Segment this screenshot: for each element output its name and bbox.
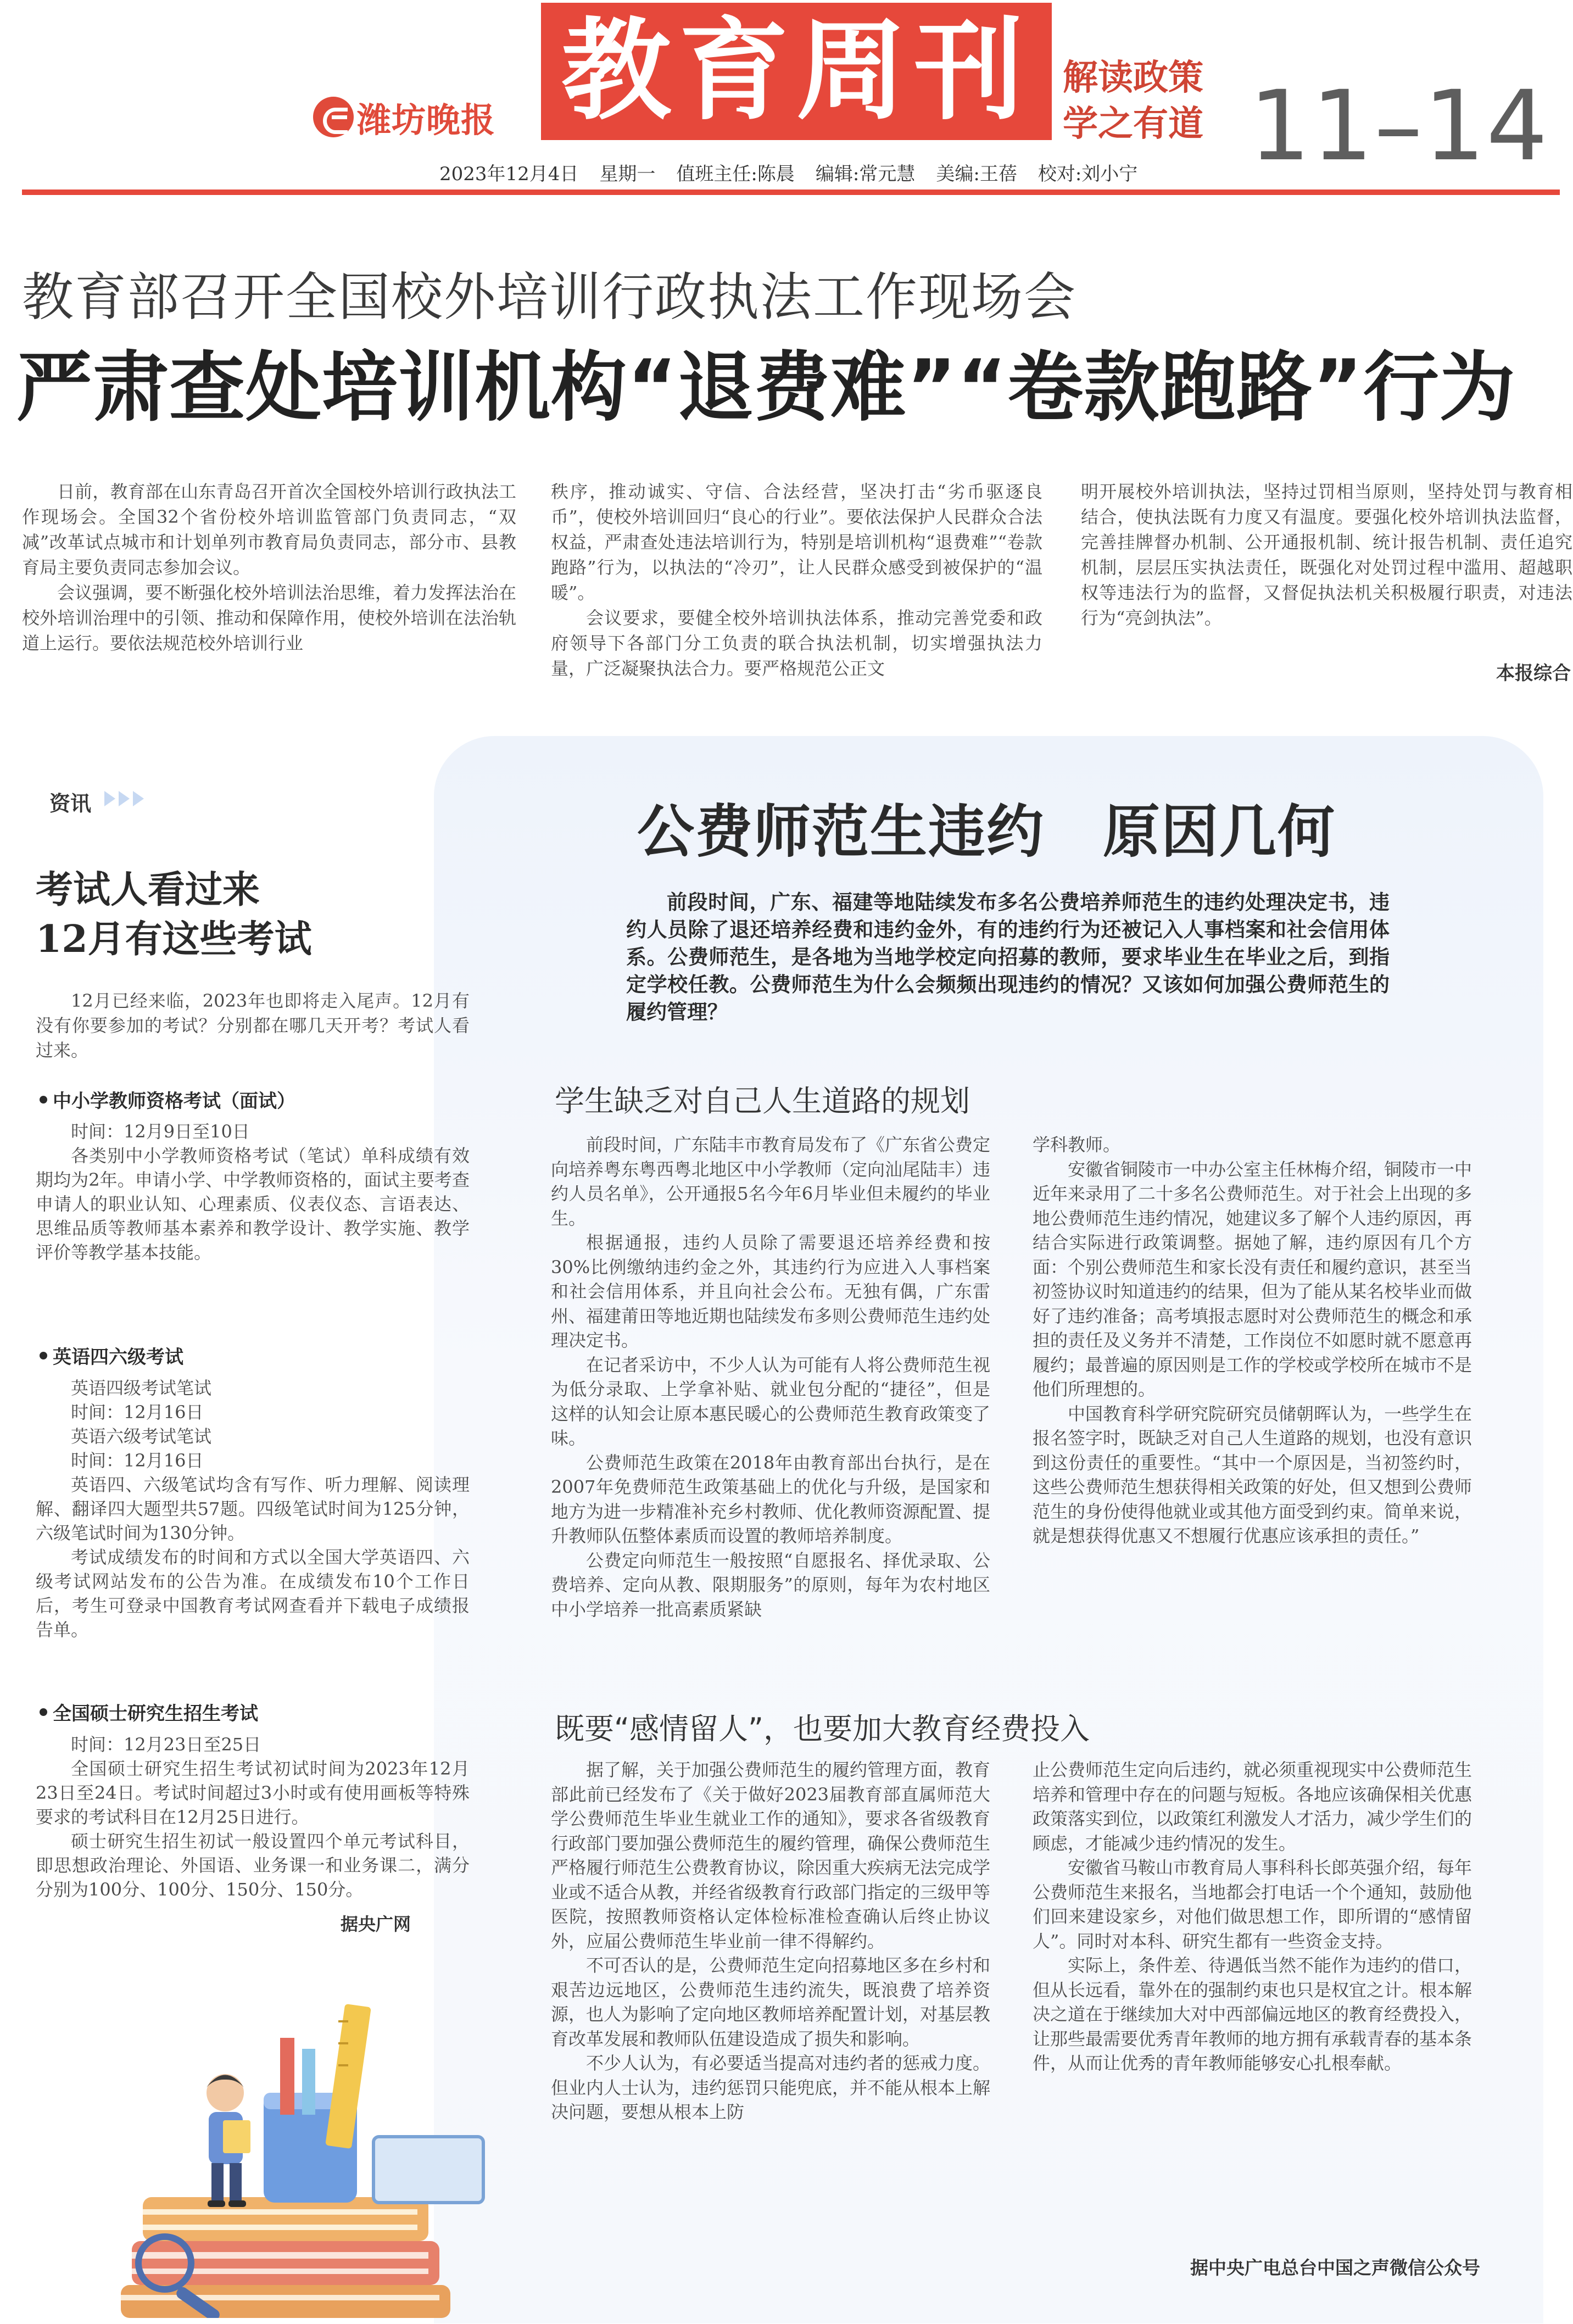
issue-weekday: 星期一 [599,163,656,185]
exam-body [36,1119,470,1264]
exam-heading: 中小学教师资格考试（面试） [40,1086,479,1113]
sidebar-source: 据央广网 [341,1914,411,1935]
exam-paragraph: 硕士研究生招生初试一般设置四个单元考试科目，即思想政治理论、外国语、业务课一和业务课二，满分分别为100分、100分、150分、150分。 [36,1831,470,1900]
exam-body [36,1732,470,1902]
exam-paragraph: 考试成绩发布的时间和方式以全国大学英语四、六级考试网站发布的公告为准。在成绩发布10个工作日后，考生可登录中国教育考试网查看并下载电子成绩报告单。 [36,1547,470,1640]
feature-paragraph: 中国教育科学研究院研究员储朝晖认为，一些学生在报名签字时，既缺乏对自己人生道路的规划，也没有意识到这份责任的重要性。“其中一个原因是，当初签约时，这些公费师范生想获得相关政策的好处，但又想到公费师范生的身份使得他就业或其他方面受到约束。简单来说，就是想获得优惠又不想履行优惠应该承担的责任。” [1033,1403,1472,1546]
feature-column [551,1758,990,2125]
feature-paragraph: 学科教师。 [1033,1134,1121,1155]
feature-paragraph: 公费定向师范生一般按照“自愿报名、择优录取、公费培养、定向从教、限期服务”的原则，每年为农村地区中小学培养一批高素质紧缺 [551,1550,990,1620]
feature-paragraph: 不可否认的是，公费师范生定向招募地区多在乡村和艰苦边远地区，公费师范生违约流失，既浪费了培养资源，也人为影响了定向地区教师培养配置计划，对基层教育改革发展和教师队伍建设造成了损失和影响。 [551,1955,991,2049]
sidebar-title-line-1: 考试人看过来 [36,868,260,912]
lead-paragraph: 会议要求，要健全校外培训执法体系，推动完善党委和政府领导下各部门分工负责的联合执法机制，切实增强执法力量，广泛凝聚执法合力。要严格规范公正文 [551,608,1042,679]
brand-title: 教育周刊 [561,7,1031,135]
feature-paragraph: 公费师范生政策在2018年由教育部出台执行，是在2007年免费师范生政策基础上的优化与升级，是国家和地方为进一步精准补充乡村教师、优化教师资源配置、提升教师队伍整体素质而设置的教师培养制度。 [551,1452,991,1546]
exam-heading: 英语四六级考试 [40,1342,479,1369]
feature-paragraph: 根据通报，违约人员除了需要退还培养经费和按30%比例缴纳违约金之外，其违约行为应进入人事档案和社会信用体系，并且向社会公布。无独有偶，广东雷州、福建莆田等地近期也陆续发布多则公费师范生违约处理决定书。 [551,1232,991,1351]
brand-block [541,3,1052,140]
feature-column [551,1133,990,1621]
lead-kicker: 教育部召开全国校外培训行政执法工作现场会 [22,267,1077,327]
exam-body [36,1376,470,1642]
lead-column-1 [22,479,516,656]
feature-paragraph: 止公费师范生定向后违约，就必须重视现实中公费师范生培养和管理中存在的问题与短板。各地应该确保相关优惠政策落实到位，以政策红利激发人才活力，减少学生们的顾虑，才能减少违约情况的发生。 [1033,1759,1472,1854]
lead-headline: 严肃查处培训机构“退费难”“卷款跑路”行为 [16,343,1516,432]
feature-paragraph: 安徽省铜陵市一中办公室主任林梅介绍，铜陵市一中近年来录用了二十多名公费师范生。对于社会上出现的多地公费师范生违约情况，她建议多了解个人违约原因，再结合实际进行政策调整。据她了解，违约原因有几个方面：个别公费师范生和家长没有责任和履约意识，甚至当初签协议时知道违约的结果，但为了能从某名校毕业而做好了违约准备；高考填报志愿时对公费师范生的概念和承担的责任及义务并不清楚，工作岗位不如愿时就不愿意再履约；最普遍的原因则是工作的学校或学校所在城市不是他们所理想的。 [1033,1158,1472,1400]
lead-paragraph: 明开展校外培训执法，坚持过罚相当原则，坚持处罚与教育相结合，使执法既有力度又有温度。要强化校外培训执法监督，完善挂牌督办机制、公开通报机制、统计报告机制、责任追究机制，层层压实执法责任，既强化对处罚过程中滥用、超越职权等违法行为的监督，又督促执法机关积极履行职责，对违法行为“亮剑执法”。 [1081,481,1572,628]
lead-column-3 [1081,479,1572,631]
feature-paragraph: 在记者采访中，不少人认为可能有人将公费师范生视为低分录取、上学拿补贴、就业包分配的“捷径”，但是这样的认知会让原本惠民暖心的公费师范生教育政策变了味。 [551,1354,991,1448]
slogan-line-2: 学之有道 [1063,104,1203,144]
issue-date: 2023年12月4日 [439,163,579,185]
dateline [439,158,1252,186]
proofreader: 校对:刘小宁 [1037,163,1138,185]
feature-paragraph: 实际上，条件差、待遇低当然不能作为违约的借口，但从长远看，靠外在的强制约束也只是权宜之计。根本解决之道在于继续加大对中西部偏远地区的教育经费投入，让那些最需要优秀青年教师的地方拥有承载青春的基本条件，从而让优秀的青年教师能够安心扎根奉献。 [1033,1955,1472,2074]
exam-line: 时间：12月16日 [71,1402,204,1423]
section-title: 学生缺乏对自己人生道路的规划 [555,1084,970,1118]
feature-paragraph: 据了解，关于加强公费师范生的履约管理方面，教育部此前已经发布了《关于做好2023届教育部直属师范大学公费师范生毕业生就业工作的通知》，要求各省级教育行政部门要加强公费师范生的履约管理，确保公费师范生严格履行师范生公费教育协议，除因重大疾病无法完成学业或不适合从教，并经省级教育行政部门指定的三级甲等医院，按照教师资格认定体检标准检查确认后终止协议外，应届公费师范生毕业前一律不得解约。 [551,1759,991,1952]
editor: 编辑:常元慧 [815,163,916,185]
feature-title: 公费师范生违约 原因几何 [637,798,1336,865]
duty-editor: 值班主任:陈晨 [676,163,795,185]
page-range: 11–14 [1249,70,1549,182]
lead-paragraph: 日前，教育部在山东青岛召开首次全国校外培训行政执法工作现场会。全国32个省份校外培训监管部门负责同志，“双减”改革试点城市和计划单列市教育局负责同志，部分市、县教育局主要负责同志参加会议。 [22,481,516,578]
sidebar-title-line-2: 12月有这些考试 [36,917,312,961]
lead-paragraph: 会议强调，要不断强化校外培训法治思维，着力发挥法治在校外培训治理中的引领、推动和保障作用，使校外培训在法治轨道上运行。要依法规范校外培训行业 [22,582,516,654]
exam-paragraph: 全国硕士研究生招生考试初试时间为2023年12月23日至24日。考试时间超过3小时或有使用画板等特殊要求的考试科目在12月25日进行。 [36,1758,470,1827]
logo-mark-icon [313,97,354,137]
newspaper-logo [313,92,544,142]
lead-source: 本报综合 [1496,662,1571,684]
exam-line: 时间：12月16日 [71,1450,204,1471]
lead-column-2 [551,479,1042,681]
exam-line: 时间：12月9日至10日 [71,1121,250,1142]
exam-paragraph: 各类别中小学教师资格考试（笔试）单科成绩有效期均为2年。申请小学、中学教师资格的，面试主要考查申请人的职业认知、心理素质、仪表仪态、言语表达、思维品质等教师基本素养和教学设计、教学实施、教学评价等教学基本技能。 [36,1145,470,1263]
logo-text: 潍坊晚报 [357,99,496,140]
feature-paragraph: 不少人认为，有必要适当提高对违约者的惩戒力度。但业内人士认为，违约惩罚只能兜底，并不能从根本上解决问题，要想从根本上防 [551,2053,991,2122]
feature-paragraph: 前段时间，广东陆丰市教育局发布了《广东省公费定向培养粤东粤西粤北地区中小学教师（定向汕尾陆丰）违约人员名单》，公开通报5名今年6月毕业但未履约的毕业生。 [551,1134,991,1229]
slogan [1063,55,1239,147]
sidebar-title [36,865,475,964]
art-editor: 美编:王蓓 [936,163,1017,185]
section-label: 资讯 [49,792,92,816]
exam-line: 英语六级考试笔试 [71,1426,212,1447]
slogan-line-1: 解读政策 [1063,58,1203,98]
exam-paragraph: 英语四、六级笔试均含有写作、听力理解、阅读理解、翻译四大题型共57题。四级笔试时间为125分钟，六级笔试时间为130分钟。 [36,1474,470,1543]
feature-source: 据中央广电总台中国之声微信公众号 [1190,2257,1480,2278]
exam-line: 英语四级考试笔试 [71,1378,212,1398]
feature-paragraph: 安徽省马鞍山市教育局人事科科长郎英强介绍，每年公费师范生来报名，当地都会打电话一个个通知，鼓励他们回来建设家乡，对他们做思想工作，即所谓的“感情留人”。同时对本科、研究生都有一些资金支持。 [1033,1857,1472,1952]
feature-column [1033,1758,1472,2076]
masthead-rule [22,190,1560,195]
arrows-icon [104,791,144,806]
exam-line: 时间：12月23日至25日 [71,1734,261,1755]
feature-column [1033,1133,1472,1548]
section-title: 既要“感情留人”，也要加大教育经费投入 [555,1712,1090,1746]
sidebar-intro: 12月已经来临，2023年也即将走入尾声。12月有没有你要参加的考试？分别都在哪几天开考？考试人看过来。 [36,990,470,1061]
lead-paragraph: 秩序，推动诚实、守信、合法经营，坚决打击“劣币驱逐良币”，使校外培训回归“良心的行业”。要依法保护人民群众合法权益，严肃查处违法培训行为，特别是培训机构“退费难”“卷款跑路”行为，以执法的“冷刃”，让人民群众感受到被保护的“温暖”。 [551,481,1042,603]
student-reading-illustration [99,1955,516,2318]
feature-lead: 前段时间，广东、福建等地陆续发布多名公费培养师范生的违约处理决定书，违约人员除了退还培养经费和违约金外，有的违约行为还被记入人事档案和社会信用体系。公费师范生，是各地为当地学校定向招募的教师，要求毕业生在毕业之后，到指定学校任教。公费师范生为什么会频频出现违约的情况？又该如何加强公费师范生的履约管理？ [626,890,1390,1024]
exam-heading: 全国硕士研究生招生考试 [40,1698,479,1725]
